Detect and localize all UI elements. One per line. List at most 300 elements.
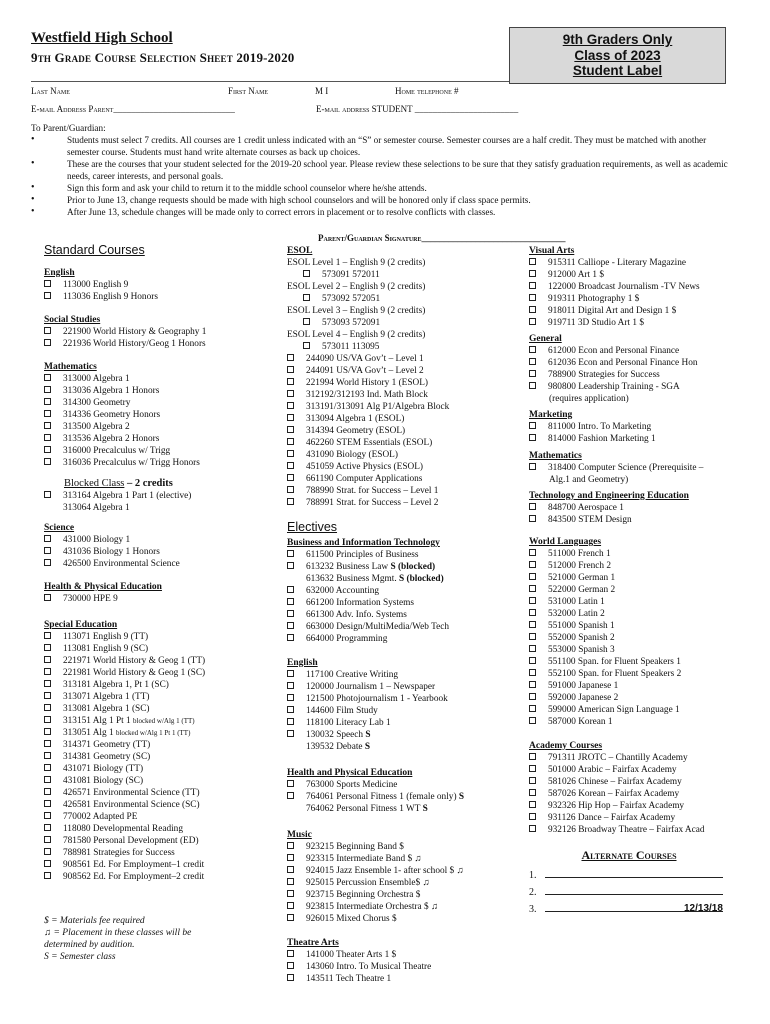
checkbox[interactable] xyxy=(44,680,51,687)
esol-level-label: ESOL Level 4 – English 9 (2 credits) xyxy=(287,330,426,340)
course-item[interactable] xyxy=(44,751,279,763)
checkbox[interactable] xyxy=(287,962,294,969)
checkbox[interactable] xyxy=(529,422,536,429)
checkbox[interactable] xyxy=(287,550,294,557)
course-item[interactable] xyxy=(44,703,279,715)
checkbox[interactable] xyxy=(529,294,536,301)
checkbox[interactable] xyxy=(303,270,310,277)
course-item[interactable] xyxy=(44,859,279,871)
checkbox[interactable] xyxy=(44,800,51,807)
checkbox[interactable] xyxy=(529,258,536,265)
course-item[interactable] xyxy=(529,596,759,608)
checkbox[interactable] xyxy=(287,354,294,361)
checkbox[interactable] xyxy=(287,694,294,701)
course-item[interactable] xyxy=(44,433,279,445)
checkbox[interactable] xyxy=(287,706,294,713)
course-label: 501000 Arabic – Fairfax Academy xyxy=(548,765,677,775)
course-item[interactable] xyxy=(44,457,279,469)
email-parent-label: E-mail Address Parent___________________________ xyxy=(31,104,235,114)
checkbox[interactable] xyxy=(529,801,536,808)
course-item[interactable] xyxy=(529,502,759,514)
checkbox[interactable] xyxy=(529,705,536,712)
course-item[interactable] xyxy=(44,558,279,570)
course-label: 770002 Adapted PE xyxy=(63,812,138,822)
checkbox[interactable] xyxy=(529,693,536,700)
course-item[interactable] xyxy=(44,593,279,605)
checkbox[interactable] xyxy=(44,458,51,465)
course-item[interactable] xyxy=(287,681,517,693)
course-item[interactable] xyxy=(287,389,517,401)
course-label: 788981 Strategies for Success xyxy=(63,848,175,858)
course-item[interactable] xyxy=(287,497,517,509)
checkbox[interactable] xyxy=(529,463,536,470)
course-label: 521000 German 1 xyxy=(548,573,616,583)
course-label: 314394 Geometry (ESOL) xyxy=(306,426,406,436)
course-label: 926015 Mixed Chorus $ xyxy=(306,914,397,924)
alternate-course-field[interactable] xyxy=(545,869,723,878)
checkbox[interactable] xyxy=(529,657,536,664)
checkbox[interactable] xyxy=(287,670,294,677)
checkbox[interactable] xyxy=(529,573,536,580)
course-item[interactable] xyxy=(287,473,517,485)
course-label: 426571 Environmental Science (TT) xyxy=(63,788,200,798)
course-item[interactable] xyxy=(44,534,279,546)
course-item[interactable] xyxy=(44,655,279,667)
course-item[interactable] xyxy=(44,373,279,385)
course-item[interactable] xyxy=(287,449,517,461)
course-item[interactable] xyxy=(287,293,517,305)
checkbox[interactable] xyxy=(44,704,51,711)
checkbox[interactable] xyxy=(529,503,536,510)
checkbox[interactable] xyxy=(529,609,536,616)
checkbox[interactable] xyxy=(287,426,294,433)
course-item[interactable] xyxy=(529,812,759,824)
course-item[interactable] xyxy=(287,841,517,853)
course-item[interactable] xyxy=(44,546,279,558)
course-item[interactable] xyxy=(287,585,517,597)
checkbox[interactable] xyxy=(44,280,51,287)
course-item[interactable] xyxy=(287,913,517,925)
checkbox[interactable] xyxy=(287,378,294,385)
course-item[interactable] xyxy=(44,871,279,883)
course-label: 932326 Hip Hop – Fairfax Academy xyxy=(548,801,685,811)
course-label: 113081 English 9 (SC) xyxy=(63,644,149,654)
course-item[interactable] xyxy=(529,433,759,445)
course-item[interactable] xyxy=(44,715,279,727)
checkbox[interactable] xyxy=(44,374,51,381)
course-item[interactable] xyxy=(529,421,759,433)
course-item[interactable] xyxy=(529,305,759,317)
checkbox[interactable] xyxy=(44,848,51,855)
checkbox[interactable] xyxy=(44,788,51,795)
course-item[interactable] xyxy=(287,949,517,961)
course-item[interactable] xyxy=(529,369,759,381)
course-item[interactable] xyxy=(44,643,279,655)
checkbox[interactable] xyxy=(44,812,51,819)
course-item[interactable] xyxy=(529,620,759,632)
checkbox[interactable] xyxy=(287,486,294,493)
course-item[interactable] xyxy=(44,667,279,679)
checkbox[interactable] xyxy=(303,318,310,325)
checkbox[interactable] xyxy=(287,914,294,921)
electives-title: Electives xyxy=(287,520,338,534)
semester-marker: S xyxy=(365,730,371,740)
course-item[interactable] xyxy=(529,572,759,584)
course-item[interactable] xyxy=(44,691,279,703)
checkbox[interactable] xyxy=(44,764,51,771)
checkbox[interactable] xyxy=(44,692,51,699)
course-item[interactable] xyxy=(44,291,279,303)
course-item[interactable] xyxy=(529,357,759,369)
course-item[interactable] xyxy=(287,693,517,705)
course-label: 121500 Photojournalism 1 - Yearbook xyxy=(306,694,448,704)
course-item[interactable] xyxy=(44,787,279,799)
course-item[interactable] xyxy=(529,269,759,281)
course-label: 912000 Art 1 $ xyxy=(548,270,605,280)
course-item[interactable] xyxy=(529,281,759,293)
checkbox[interactable] xyxy=(303,342,310,349)
checkbox[interactable] xyxy=(287,634,294,641)
checkbox[interactable] xyxy=(44,559,51,566)
checkbox[interactable] xyxy=(44,824,51,831)
checkbox[interactable] xyxy=(287,854,294,861)
checkbox[interactable] xyxy=(44,547,51,554)
checkbox[interactable] xyxy=(529,813,536,820)
email-student-label: E-mail address STUDENT _______________________ xyxy=(316,104,519,114)
course-item[interactable] xyxy=(529,800,759,812)
checkbox[interactable] xyxy=(529,633,536,640)
course-item[interactable] xyxy=(529,345,759,357)
course-item[interactable] xyxy=(529,704,759,716)
checkbox[interactable] xyxy=(44,292,51,299)
course-label: 551100 Span. for Fluent Speakers 1 xyxy=(548,657,681,667)
special-education-heading: Special Education xyxy=(44,620,118,630)
checkbox[interactable] xyxy=(44,446,51,453)
checkbox[interactable] xyxy=(287,586,294,593)
course-label: 599000 American Sign Language 1 xyxy=(548,705,680,715)
checkbox[interactable] xyxy=(44,434,51,441)
checkbox[interactable] xyxy=(44,491,51,498)
checkbox[interactable] xyxy=(44,327,51,334)
course-item[interactable] xyxy=(44,338,279,350)
course-item[interactable] xyxy=(529,317,759,329)
checkbox[interactable] xyxy=(44,594,51,601)
checkbox[interactable] xyxy=(529,777,536,784)
course-item[interactable] xyxy=(44,775,279,787)
course-item[interactable] xyxy=(529,824,759,836)
alternate-course-line[interactable] xyxy=(529,884,759,901)
checkbox[interactable] xyxy=(529,515,536,522)
course-item[interactable] xyxy=(529,692,759,704)
course-item[interactable] xyxy=(287,633,517,645)
course-item[interactable] xyxy=(287,549,517,561)
semester-marker: S xyxy=(422,804,428,814)
course-label: 613232 Business Law xyxy=(306,562,391,572)
checkbox[interactable] xyxy=(44,422,51,429)
checkbox[interactable] xyxy=(44,644,51,651)
course-item[interactable] xyxy=(44,279,279,291)
alternate-course-field[interactable] xyxy=(545,886,723,895)
checkbox[interactable] xyxy=(287,438,294,445)
checkbox[interactable] xyxy=(44,836,51,843)
instruction-bullet: • After June 13, schedule changes will be made only to correct errors in placement or to resolve conflicts with classes. xyxy=(31,206,731,218)
course-item[interactable] xyxy=(529,293,759,305)
course-item[interactable] xyxy=(287,791,517,803)
course-note: blocked w/Alg 1 (TT) xyxy=(133,717,195,725)
checkbox[interactable] xyxy=(287,730,294,737)
checkbox[interactable] xyxy=(44,740,51,747)
course-item[interactable] xyxy=(529,548,759,560)
course-label: 431036 Biology 1 Honors xyxy=(63,547,160,557)
course-item[interactable] xyxy=(529,752,759,764)
course-label: 612036 Econ and Personal Finance Hon xyxy=(548,358,698,368)
course-item[interactable] xyxy=(529,668,759,680)
course-item[interactable] xyxy=(287,609,517,621)
checkbox[interactable] xyxy=(287,450,294,457)
checkbox[interactable] xyxy=(529,318,536,325)
course-label: 581026 Chinese – Fairfax Academy xyxy=(548,777,682,787)
checkbox[interactable] xyxy=(287,792,294,799)
course-item[interactable] xyxy=(287,353,517,365)
checkbox[interactable] xyxy=(44,716,51,723)
checkbox[interactable] xyxy=(287,402,294,409)
checkbox[interactable] xyxy=(287,902,294,909)
course-item[interactable] xyxy=(529,514,759,526)
checkbox[interactable] xyxy=(287,780,294,787)
course-label: 313151 Alg 1 Pt 1 xyxy=(63,716,133,726)
course-label: 143060 Intro. To Musical Theatre xyxy=(306,962,432,972)
checkbox[interactable] xyxy=(529,789,536,796)
course-item[interactable] xyxy=(287,669,517,681)
course-label: 632000 Accounting xyxy=(306,586,380,596)
course-item[interactable] xyxy=(44,835,279,847)
course-item[interactable] xyxy=(44,799,279,811)
checkbox[interactable] xyxy=(529,561,536,568)
course-label: 664000 Programming xyxy=(306,634,388,644)
course-item[interactable] xyxy=(529,462,759,474)
course-label: 611500 Principles of Business xyxy=(306,550,419,560)
alternate-course-line[interactable] xyxy=(529,867,759,884)
checkbox[interactable] xyxy=(287,474,294,481)
checkbox[interactable] xyxy=(529,717,536,724)
course-item[interactable] xyxy=(287,865,517,877)
course-item[interactable] xyxy=(44,631,279,643)
checkbox[interactable] xyxy=(287,622,294,629)
course-label: 661200 Information Systems xyxy=(306,598,414,608)
course-label: 313181 Algebra 1, Pt 1 (SC) xyxy=(63,680,169,690)
checkbox[interactable] xyxy=(303,294,310,301)
course-item[interactable] xyxy=(287,461,517,473)
checkbox[interactable] xyxy=(44,386,51,393)
course-item xyxy=(44,502,279,514)
course-item[interactable] xyxy=(44,445,279,457)
course-item[interactable] xyxy=(44,823,279,835)
course-item[interactable] xyxy=(44,490,279,502)
checkbox[interactable] xyxy=(529,669,536,676)
checkbox[interactable] xyxy=(529,306,536,313)
course-item[interactable] xyxy=(44,409,279,421)
course-item[interactable] xyxy=(287,561,517,573)
course-item[interactable] xyxy=(44,421,279,433)
course-item[interactable] xyxy=(287,961,517,973)
course-item[interactable] xyxy=(44,385,279,397)
checkbox[interactable] xyxy=(287,950,294,957)
checkbox[interactable] xyxy=(44,410,51,417)
course-item[interactable] xyxy=(287,401,517,413)
checkbox[interactable] xyxy=(287,414,294,421)
checkbox[interactable] xyxy=(44,860,51,867)
course-item[interactable] xyxy=(287,437,517,449)
course-item[interactable] xyxy=(529,584,759,596)
course-note: Alg.1 and Geometry) xyxy=(549,475,629,485)
checkbox[interactable] xyxy=(529,549,536,556)
checkbox[interactable] xyxy=(287,842,294,849)
checkbox[interactable] xyxy=(287,366,294,373)
course-item[interactable] xyxy=(44,326,279,338)
course-item[interactable] xyxy=(287,341,517,353)
course-item[interactable] xyxy=(529,560,759,572)
student-label-box xyxy=(509,27,726,84)
checkbox[interactable] xyxy=(529,282,536,289)
course-label: 318400 Computer Science (Prerequisite – xyxy=(548,463,704,473)
course-item[interactable] xyxy=(287,889,517,901)
checkbox[interactable] xyxy=(287,462,294,469)
course-label: 764062 Personal Fitness 1 WT xyxy=(306,804,423,814)
course-item[interactable] xyxy=(529,776,759,788)
course-item[interactable] xyxy=(529,257,759,269)
checkbox[interactable] xyxy=(287,878,294,885)
checkbox[interactable] xyxy=(529,825,536,832)
checkbox[interactable] xyxy=(287,718,294,725)
standard-courses-column xyxy=(44,243,279,883)
checkbox[interactable] xyxy=(287,598,294,605)
course-item[interactable] xyxy=(287,269,517,281)
course-label: 923715 Beginning Orchestra $ xyxy=(306,890,421,900)
course-item[interactable] xyxy=(44,811,279,823)
course-item[interactable] xyxy=(287,901,517,913)
checkbox[interactable] xyxy=(44,776,51,783)
checkbox[interactable] xyxy=(529,370,536,377)
course-item[interactable] xyxy=(44,727,279,739)
course-item[interactable] xyxy=(287,377,517,389)
checkbox[interactable] xyxy=(287,974,294,981)
course-label: 924015 Jazz Ensemble 1- after school $ ♫ xyxy=(306,866,464,876)
checkbox[interactable] xyxy=(287,498,294,505)
course-label: 462260 STEM Essentials (ESOL) xyxy=(306,438,433,448)
parent-signature-line: Parent/Guardian Signature________________________________ xyxy=(318,233,566,243)
checkbox[interactable] xyxy=(287,682,294,689)
course-label: 313094 Algebra 1 (ESOL) xyxy=(306,414,405,424)
course-item[interactable] xyxy=(529,632,759,644)
instructions xyxy=(31,122,731,218)
course-item[interactable] xyxy=(287,413,517,425)
alternate-course-line[interactable] xyxy=(529,901,759,918)
course-label: 781580 Personal Development (ED) xyxy=(63,836,199,846)
checkbox[interactable] xyxy=(44,872,51,879)
checkbox[interactable] xyxy=(44,752,51,759)
course-item[interactable] xyxy=(287,365,517,377)
checkbox[interactable] xyxy=(529,621,536,628)
course-label: 908561 Ed. For Employment–1 credit xyxy=(63,860,205,870)
course-item[interactable] xyxy=(44,397,279,409)
checkbox[interactable] xyxy=(529,753,536,760)
checkbox[interactable] xyxy=(529,645,536,652)
course-item[interactable] xyxy=(287,729,517,741)
course-label: 313536 Algebra 2 Honors xyxy=(63,434,160,444)
course-item[interactable] xyxy=(287,621,517,633)
course-item[interactable] xyxy=(287,779,517,791)
checkbox[interactable] xyxy=(287,390,294,397)
checkbox[interactable] xyxy=(44,632,51,639)
course-item[interactable] xyxy=(287,485,517,497)
course-item[interactable] xyxy=(529,608,759,620)
checkbox[interactable] xyxy=(44,339,51,346)
instruction-bullet: • These are the courses that your student selected for the 2019-20 school year. Please review these selections to be sure that they satisfy graduation requirements, as well as academic needs, career interests, and personal goals. xyxy=(31,158,731,182)
course-item[interactable] xyxy=(287,597,517,609)
checkbox[interactable] xyxy=(529,434,536,441)
checkbox[interactable] xyxy=(529,358,536,365)
course-note: S (blocked) xyxy=(390,562,436,572)
course-item[interactable] xyxy=(287,717,517,729)
course-item[interactable] xyxy=(44,679,279,691)
course-item[interactable] xyxy=(44,739,279,751)
checkbox[interactable] xyxy=(529,681,536,688)
course-label: 932126 Broadway Theatre – Fairfax Acad xyxy=(548,825,705,835)
checkbox[interactable] xyxy=(287,610,294,617)
course-item[interactable] xyxy=(529,680,759,692)
course-item[interactable] xyxy=(287,973,517,985)
course-label: 573092 572051 xyxy=(322,294,381,304)
checkbox[interactable] xyxy=(529,597,536,604)
course-label: 814000 Fashion Marketing 1 xyxy=(548,434,656,444)
mathematics-electives-heading: Mathematics xyxy=(529,451,582,461)
checkbox[interactable] xyxy=(529,382,536,389)
course-item[interactable] xyxy=(529,788,759,800)
checkbox[interactable] xyxy=(287,562,294,569)
checkbox[interactable] xyxy=(44,535,51,542)
course-item[interactable] xyxy=(287,317,517,329)
checkbox[interactable] xyxy=(44,728,51,735)
course-item[interactable] xyxy=(529,381,759,393)
course-label: 312192/312193 Ind. Math Block xyxy=(306,390,428,400)
course-item[interactable] xyxy=(287,425,517,437)
checkbox[interactable] xyxy=(44,668,51,675)
course-item[interactable] xyxy=(529,716,759,728)
course-item[interactable] xyxy=(529,644,759,656)
course-label: 512000 French 2 xyxy=(548,561,612,571)
checkbox[interactable] xyxy=(287,866,294,873)
course-item[interactable] xyxy=(287,853,517,865)
course-item[interactable] xyxy=(44,763,279,775)
course-item[interactable] xyxy=(44,847,279,859)
checkbox[interactable] xyxy=(44,398,51,405)
visual-arts-heading: Visual Arts xyxy=(529,246,575,256)
checkbox[interactable] xyxy=(529,585,536,592)
science-heading: Science xyxy=(44,523,75,533)
checkbox[interactable] xyxy=(529,765,536,772)
checkbox[interactable] xyxy=(529,346,536,353)
checkbox[interactable] xyxy=(287,890,294,897)
course-item[interactable] xyxy=(287,877,517,889)
course-label: 313191/313091 Alg P1/Algebra Block xyxy=(306,402,450,412)
course-label: 431000 Biology 1 xyxy=(63,535,131,545)
checkbox[interactable] xyxy=(44,656,51,663)
course-label: 313036 Algebra 1 Honors xyxy=(63,386,160,396)
course-item[interactable] xyxy=(529,656,759,668)
course-item[interactable] xyxy=(529,764,759,776)
course-item[interactable] xyxy=(287,705,517,717)
checkbox[interactable] xyxy=(529,270,536,277)
